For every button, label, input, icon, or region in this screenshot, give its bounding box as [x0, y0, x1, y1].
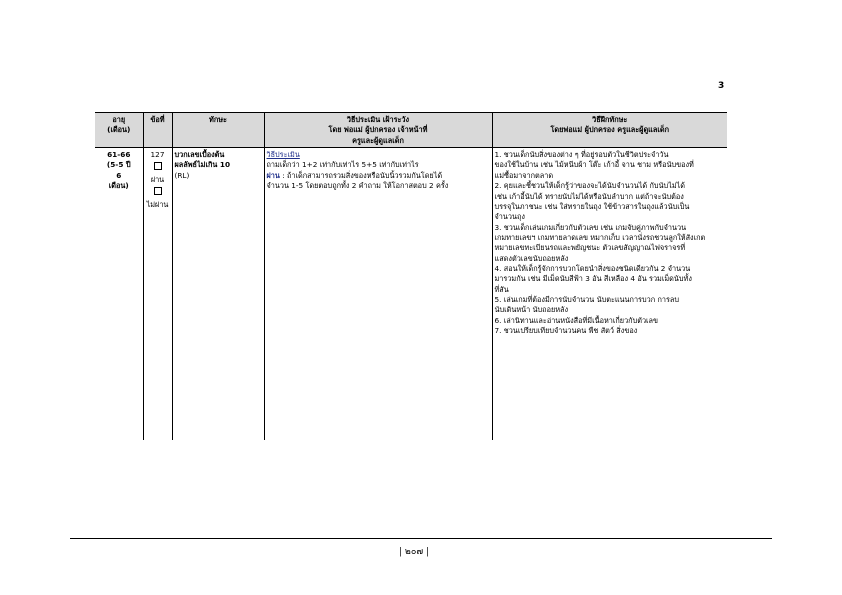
table-header-row: [95, 113, 727, 148]
header-assessment-line: วิธีประเมิน เฝ้าระวัง: [346, 115, 410, 124]
pass-label: ผ่าน: [150, 174, 165, 184]
age-cell: [95, 148, 143, 440]
fail-label: ไม่ผ่าน: [146, 199, 169, 209]
practice-line: นับเดินหน้า นับถอยหลัง: [494, 305, 569, 315]
practice-line: 4. สอนให้เด็กรู้จักการบวกโดยนำสิ่งของชนิดเดียวกัน 2 จำนวน: [494, 264, 691, 274]
header-practice: [492, 113, 727, 148]
header-skill-label: ทักษะ: [209, 115, 227, 124]
method-line: ถามเด็กว่า 1+2 เท่ากับเท่าไร 5+5 เท่ากับเท่าไร: [266, 160, 419, 170]
page-number: 3: [718, 81, 725, 91]
item-number: 127: [150, 150, 165, 160]
practice-line: 3. ชวนเด็กเล่นเกมเกี่ยวกับตัวเลข เช่น เกมจับคู่ภาพกับจำนวน: [494, 222, 687, 232]
practice-cell: [492, 148, 727, 440]
pass-criteria-line: : ถ้าเด็กสามารถรวมสิ่งของหรือนับนิ้วรวมกันโดยได้: [282, 170, 443, 180]
item-cell: [143, 148, 172, 440]
header-item: [143, 113, 172, 148]
practice-line: ของใช้ในบ้าน เช่น ไม้หนีบผ้า โต๊ะ เก้าอี้ จาน ชาม หรือนับของที่: [494, 160, 694, 170]
footer-divider: [70, 538, 772, 539]
header-assessment-line: ครูและผู้ดูแลเด็ก: [352, 135, 404, 145]
pass-criteria-line: จำนวน 1-5 โดยตอบถูกทั้ง 2 คำถาม ให้โอกาสตอบ 2 ครั้ง: [266, 181, 449, 191]
practice-line: บรรจุในภาชนะ เช่น ใส่ทรายในถุง ใช้ข้าวสารในถุงแล้วนับเป็น: [494, 201, 690, 211]
practice-line: มารวมกัน เช่น มีเม็ดนับสีฟ้า 3 อัน สีเหลือง 4 อัน รวมเม็ดนับทั้ง: [494, 274, 692, 284]
assessment-cell: [264, 148, 492, 440]
age-line: 61-66: [107, 150, 131, 160]
pass-criteria-label: ผ่าน: [266, 170, 280, 180]
practice-line: 2. คุยและชี้ชวนให้เด็กรู้ว่าของจะได้นับจำนวนได้ กับนับไม่ได้: [494, 181, 686, 191]
header-item-label: ข้อที่: [150, 115, 165, 124]
method-label: วิธีประเมิน: [266, 150, 300, 160]
pass-checkbox[interactable]: [154, 162, 162, 170]
header-age: [95, 113, 143, 148]
practice-line: แม่ซื้อมาจากตลาด: [494, 170, 554, 180]
table-row: [95, 148, 727, 440]
skill-line: ผลลัพธ์ไม่เกิน 10: [174, 160, 231, 170]
practice-line: 6. เล่านิทานและอ่านหนังสือที่มีเนื้อหาเกี่ยวกับตัวเลข: [494, 315, 659, 325]
header-assessment: [264, 113, 492, 148]
header-age-line: (เดือน): [107, 125, 131, 135]
practice-line: หมายเลขทะเบียนรถและพยัญชนะ ตัวเลขสัญญาณไฟจราจรที่: [494, 243, 686, 253]
practice-line: แสดงตัวเลขนับถอยหลัง: [494, 253, 569, 263]
skill-line: (RL): [174, 170, 190, 180]
header-assessment-line: โดย พ่อแม่ ผู้ปกครอง เจ้าหน้าที่: [328, 125, 428, 135]
practice-line: 1. ชวนเด็กนับสิ่งของต่าง ๆ ที่อยู่รอบตัวในชีวิตประจำวัน: [494, 150, 669, 160]
header-practice-line: โดยพ่อแม่ ผู้ปกครอง ครูและผู้ดูแลเด็ก: [550, 125, 670, 135]
practice-line: 7. ชวนเปรียบเทียบจำนวนคน พืช สัตว์ สิ่งของ: [494, 326, 638, 336]
header-age-line: อายุ: [112, 115, 126, 124]
age-line: (5-5 ปี: [106, 160, 131, 170]
practice-line: ที่สัน: [494, 284, 509, 294]
practice-line: จำนวนถุง: [494, 212, 525, 222]
header-practice-line: วิธีฝึกทักษะ: [592, 115, 628, 124]
header-skill: [172, 113, 264, 148]
age-line: เดือน): [108, 181, 129, 191]
skill-line: บวกเลขเบื้องต้น: [174, 150, 225, 160]
footer-page-number: | ๒๐๗ |: [399, 547, 429, 557]
age-line: 6: [116, 170, 122, 180]
assessment-table: [95, 112, 727, 440]
practice-line: 5. เล่นเกมที่ต้องมีการนับจำนวน นับตะแนนการบวก การลบ: [494, 295, 679, 305]
fail-checkbox[interactable]: [154, 187, 162, 195]
practice-line: เช่น เก้าอี้นับได้ ทรายนับไม่ได้หรือนับลำบาก แต่ถ้าจะนับต้อง: [494, 191, 684, 201]
skill-cell: [172, 148, 264, 440]
practice-line: เกมทายเลขฯ เกมทายลาดเลข หมากเก็บ เวลานั่งรถชวนลูกให้สังเกต: [494, 232, 706, 242]
